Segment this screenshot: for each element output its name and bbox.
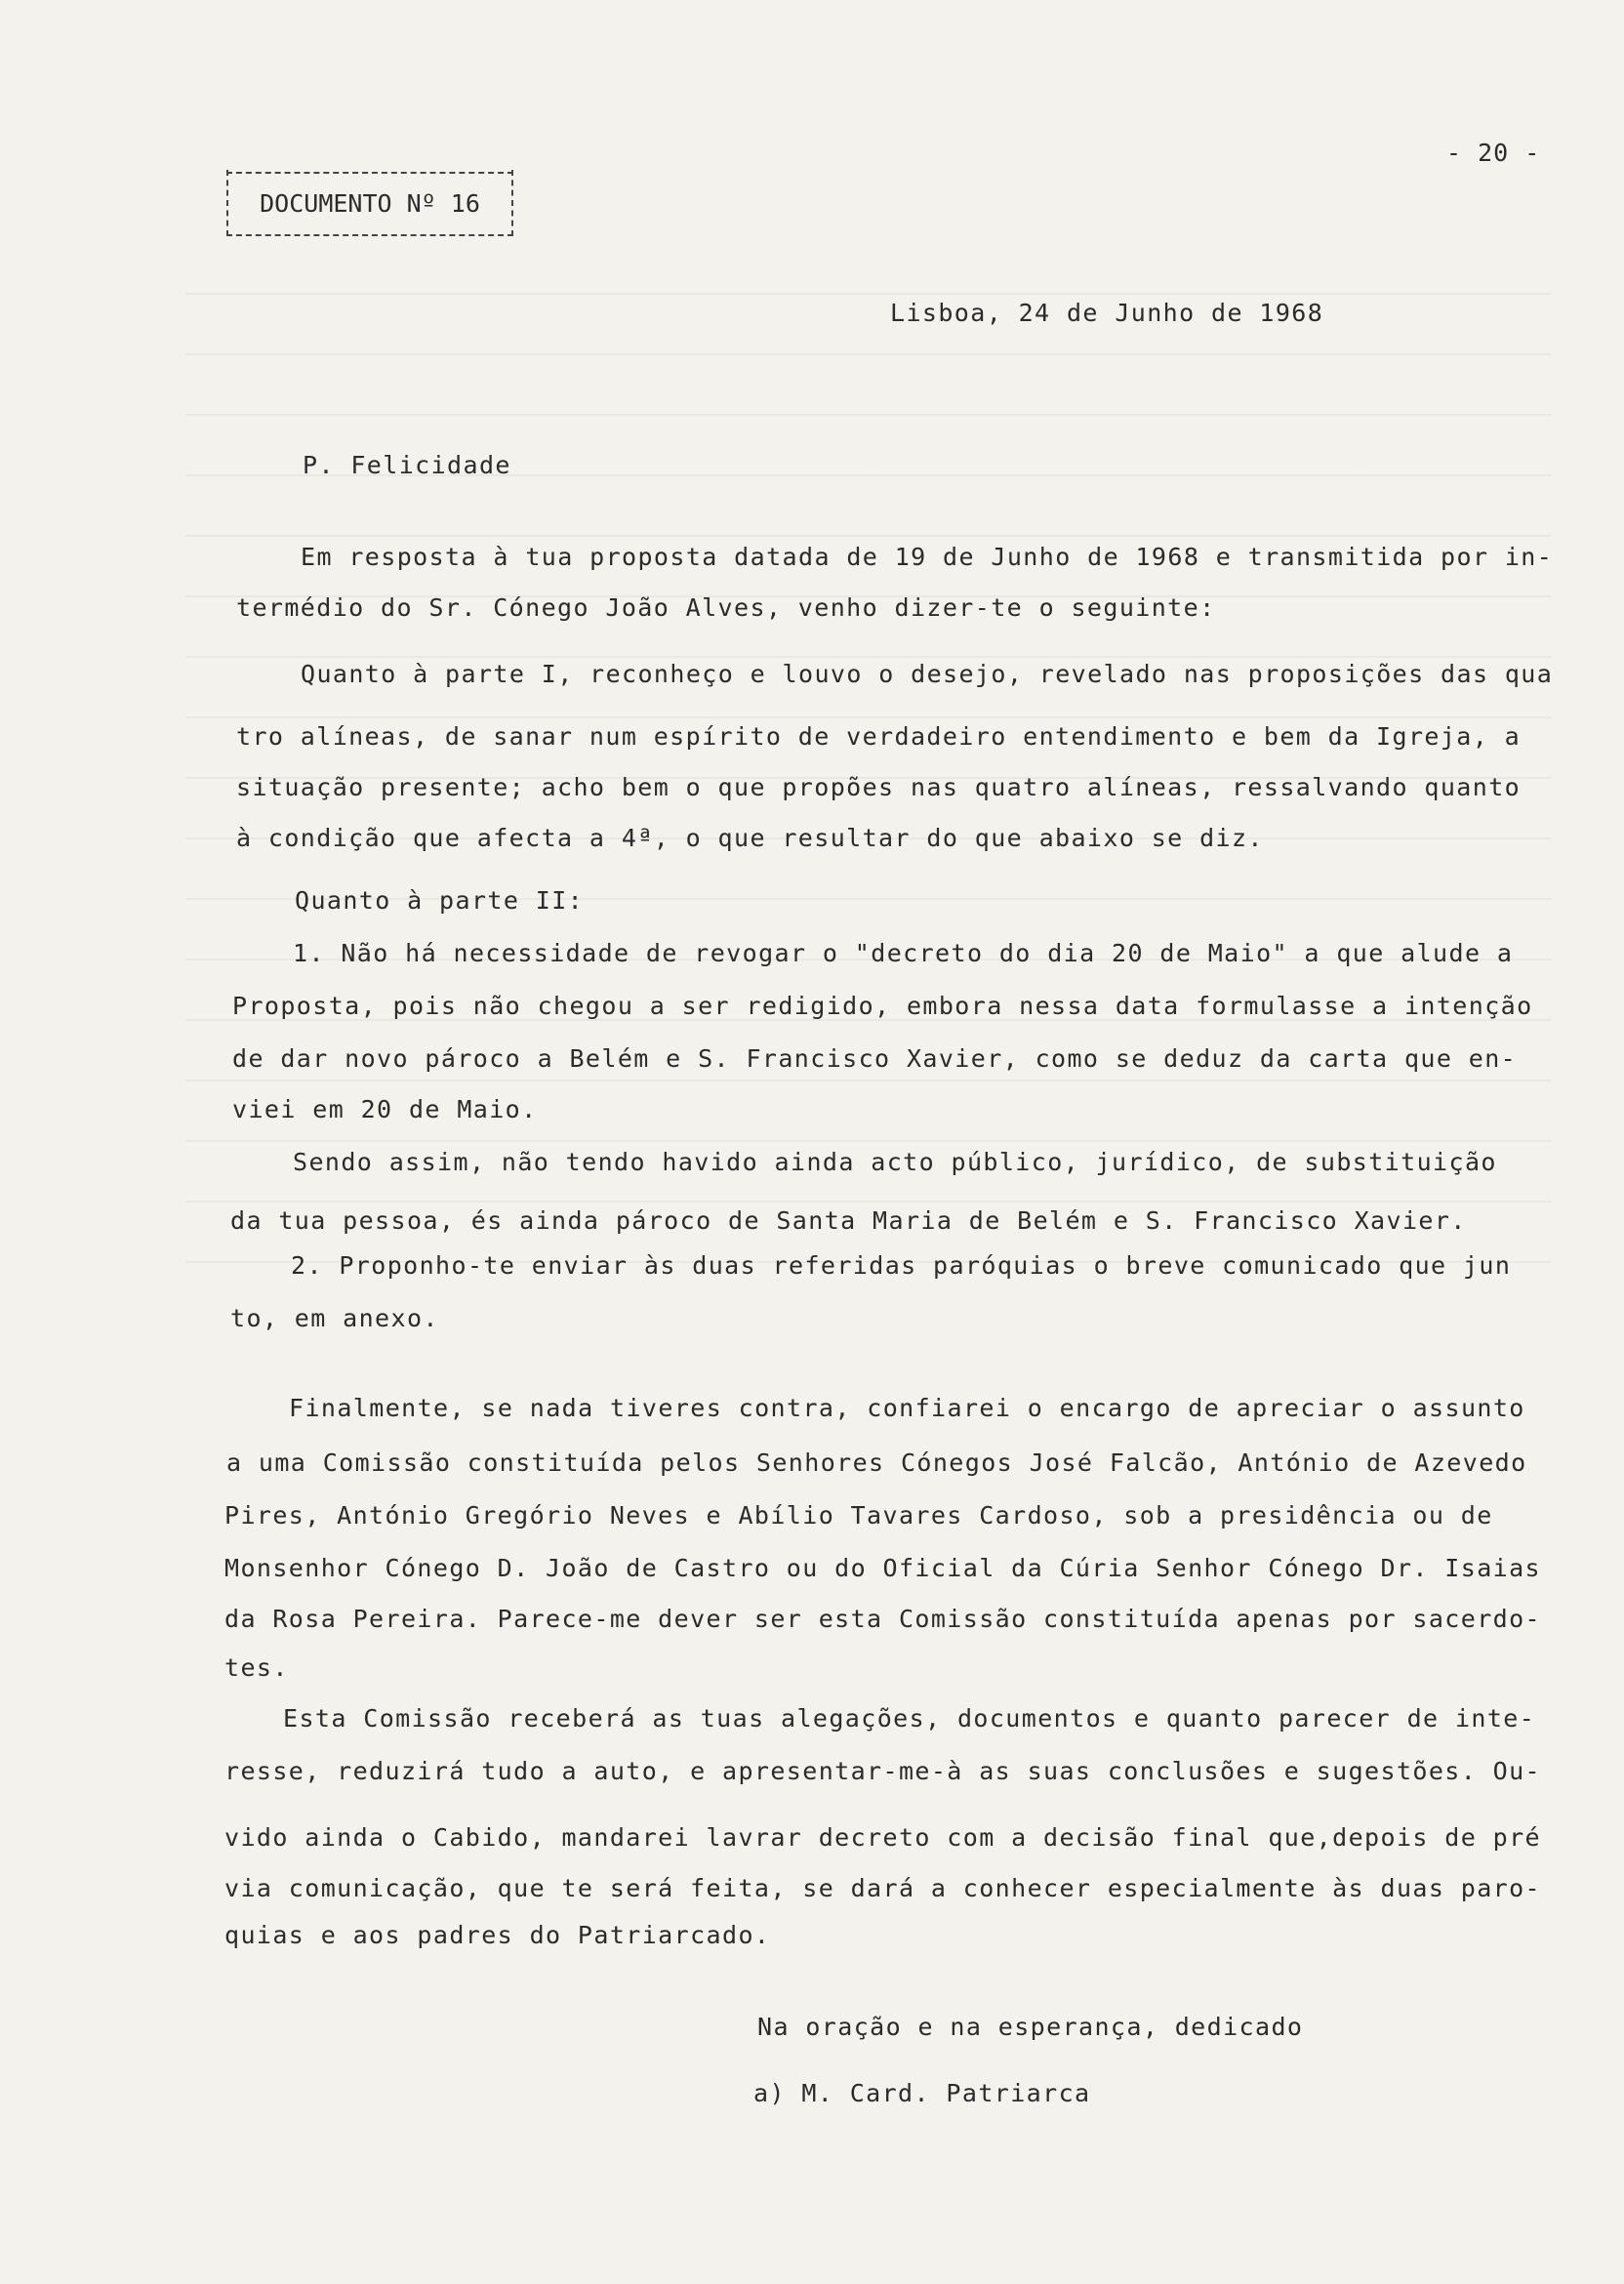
body-line: Pires, António Gregório Neves e Abílio Tavares Cardoso, sob a presidência ou de bbox=[224, 1501, 1493, 1529]
body-line: Sendo assim, não tendo havido ainda acto público, jurídico, de substituição bbox=[293, 1148, 1497, 1176]
body-line: 2. Proponho-te enviar às duas referidas paróquias o breve comunicado que jun bbox=[291, 1251, 1512, 1280]
body-line: tes. bbox=[224, 1653, 289, 1682]
body-line: Finalmente, se nada tiveres contra, confiarei o encargo de apreciar o assunto bbox=[289, 1394, 1525, 1422]
body-line: da Rosa Pereira. Parece-me dever ser esta Comissão constituída apenas por sacerdo- bbox=[224, 1605, 1542, 1633]
body-line: à condição que afecta a 4ª, o que resultar do que abaixo se diz. bbox=[236, 824, 1264, 852]
body-line: Quanto à parte II: bbox=[295, 886, 585, 915]
body-line: de dar novo pároco a Belém e S. Francisco Xavier, como se deduz da carta que en- bbox=[232, 1044, 1518, 1073]
closing: Na oração e na esperança, dedicado bbox=[757, 2013, 1304, 2041]
body-line: quias e aos padres do Patriarcado. bbox=[224, 1921, 771, 1949]
body-line: Proposta, pois não chegou a ser redigido, embora nessa data formulasse a intenção bbox=[232, 992, 1533, 1020]
document-label-box: DOCUMENTO Nº 16 bbox=[226, 172, 513, 236]
body-line: via comunicação, que te será feita, se dará a conhecer especialmente às duas paro- bbox=[224, 1874, 1542, 1902]
body-line: da tua pessoa, és ainda pároco de Santa Maria de Belém e S. Francisco Xavier. bbox=[230, 1206, 1467, 1235]
body-line: a uma Comissão constituída pelos Senhores Cónegos José Falcão, António de Azevedo bbox=[226, 1448, 1527, 1477]
body-line: viei em 20 de Maio. bbox=[232, 1095, 538, 1123]
body-line: to, em anexo. bbox=[230, 1304, 439, 1332]
body-line: Monsenhor Cónego D. João de Castro ou do Oficial da Cúria Senhor Cónego Dr. Isaias bbox=[224, 1554, 1542, 1582]
body-line: tro alíneas, de sanar num espírito de verdadeiro entendimento e bem da Igreja, a bbox=[236, 722, 1522, 751]
body-line: termédio do Sr. Cónego João Alves, venho dizer-te o seguinte: bbox=[236, 593, 1216, 622]
salutation: P. Felicidade bbox=[303, 451, 511, 479]
place-date: Lisboa, 24 de Junho de 1968 bbox=[890, 299, 1324, 327]
body-line: vido ainda o Cabido, mandarei lavrar decreto com a decisão final que,depois de pré bbox=[224, 1823, 1542, 1852]
signature: a) M. Card. Patriarca bbox=[753, 2079, 1091, 2107]
body-line: resse, reduzirá tudo a auto, e apresentar-me-à as suas conclusões e sugestões. Ou- bbox=[224, 1757, 1542, 1785]
body-line: situação presente; acho bem o que propões nas quatro alíneas, ressalvando quanto bbox=[236, 773, 1522, 801]
body-line: Em resposta à tua proposta datada de 19 de Junho de 1968 e transmitida por in- bbox=[301, 543, 1554, 571]
page-number: - 20 - bbox=[1446, 139, 1541, 167]
body-line: 1. Não há necessidade de revogar o "decreto do dia 20 de Maio" a que alude a bbox=[293, 939, 1514, 967]
body-line: Quanto à parte I, reconheço e louvo o desejo, revelado nas proposições das qua bbox=[301, 660, 1554, 688]
body-line: Esta Comissão receberá as tuas alegações, documentos e quanto parecer de inte- bbox=[283, 1704, 1536, 1733]
